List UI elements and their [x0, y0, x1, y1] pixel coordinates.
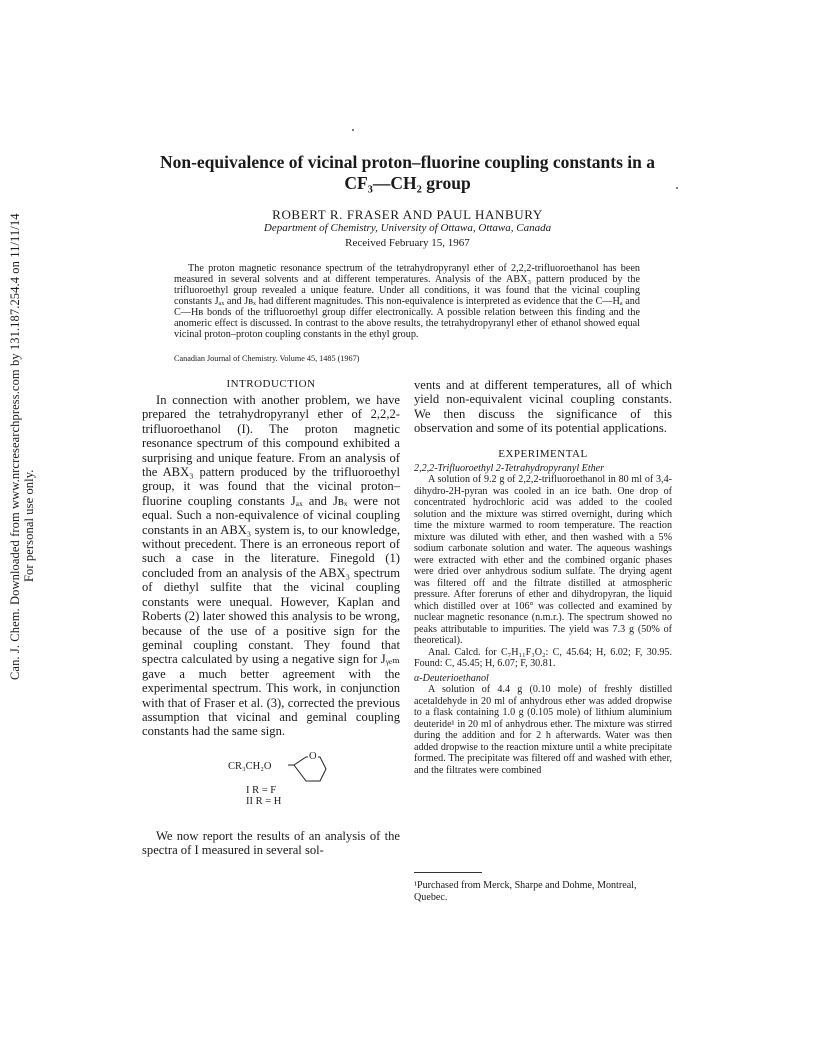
personal-use-notice: For personal use only. [22, 469, 36, 582]
structure-labels [246, 785, 281, 807]
speck [676, 187, 678, 189]
continued-paragraph: vents and at different temperatures, all of which yield non-equivalent vicinal coupling constants. We then discuss the significance of this observation and some of its potential applications. [414, 378, 672, 436]
chemical-structure [142, 747, 400, 823]
compound-label-2: II R = H [246, 795, 282, 807]
speck [352, 129, 354, 131]
received-date: Received February 15, 1967 [345, 237, 470, 249]
download-watermark [4, 213, 40, 680]
journal-citation: Canadian Journal of Chemistry. Volume 45, 1485 (1967) [174, 354, 360, 363]
footnote: ¹Purchased from Merck, Sharpe and Dohme, Montreal, Quebec. [414, 880, 637, 903]
subheading-deuterioethanol: α-Deuterioethanol [414, 672, 489, 684]
subheading-trifluoroethyl-ether: 2,2,2-Trifluoroethyl 2-Tetrahydropyranyl Ether [414, 462, 605, 474]
authors: ROBERT R. FRASER AND PAUL HANBURY [272, 207, 543, 222]
experimental-procedure-2: A solution of 4.4 g (0.10 mole) of freshly distilled acetaldehyde in 20 ml of anhydrous ether was added dropwise to a flask containing 1.0 g (0.105 mole) of lithium aluminium deuteride¹ in 20 ml of anhydrous ether. The mixture was stirred during the addition and for 2 h afterwards. Water was then added dropwise to the reaction mixture until a white precipitate formed. The precipitate was filtered off and washed with ether, and the filtrates were combined [414, 684, 672, 776]
abstract: The proton magnetic resonance spectrum of the tetrahydropyranyl ether of 2,2,2-trifluoroethanol has been measured in several solvents and at different temperatures. Analysis of the ABX₃ pattern produced by the trifluoroethyl group revealed a unique feature. Under all conditions, it was found that the vicinal coupling constants Jₐₓ and Jʙₓ had different magnitudes. This non-equivalence is interpreted as evidence that the C—Hₐ and C—Hʙ bonds of the trifluoroethyl group differ electronically. A possible relation between this finding and the anomeric effect is discussed. In contrast to the above results, the tetrahydropyranyl ether of ethanol showed equal vicinal proton–proton coupling constants in the ethyl group. [174, 263, 640, 340]
introduction-heading: INTRODUCTION [226, 378, 316, 390]
compound-label-1: I R = F [246, 784, 277, 796]
elemental-analysis: Anal. Calcd. for C₇H₁₁F₃O₂: C, 45.64; H, 6.02; F, 30.95. Found: C, 45.45; H, 6.07; F, 30.81. [414, 646, 672, 670]
title-line-2: CF₃—CH₂ group [344, 173, 471, 193]
svg-text:O: O [309, 750, 317, 762]
experimental-procedure-1: A solution of 9.2 g of 2,2,2-trifluoroethanol in 80 ml of 3,4-dihydro-2H-pyran was cooled in an ice bath. One drop of concentrated hydrochloric acid was added to the cooled solution and the mixture was stirred overnight, during which time the mixture warmed to room temperature. The reaction mixture was diluted with ether, and then washed with a 5% sodium carbonate solution and water. The aqueous washings were extracted with ether and the combined organic phases were dried over anhydrous sodium sulfate. The drying agent was filtered off and the filtrate distilled at atmospheric pressure. After foreruns of ether and dihydropyran, the liquid which distilled over at 106° was collected and examined by nuclear magnetic resonance (n.m.r.). The spectrum showed no peaks attributable to impurities. The yield was 7.3 g (50% of theoretical). [414, 474, 672, 647]
affiliation: Department of Chemistry, University of Ottawa, Ottawa, Canada [263, 222, 552, 234]
introduction-paragraph: In connection with another problem, we have prepared the tetrahydropyranyl ether of 2,2,2-trifluoroethanol (I). The proton magnetic resonance spectrum of this compound exhibited a surprising and unique feature. From an analysis of the ABX₃ pattern produced by the trifluoroethyl group, it was found that the vicinal proton–fluorine coupling constants Jₐₓ and Jʙₓ were not equal. Such a non-equivalence of vicinal coupling constants in an ABX₃ system is, to our knowledge, without precedent. There is an erroneous report of such a case in the literature. Finegold (1) concluded from an analysis of the ABX₃ spectrum of diethyl sulfite that the vicinal coupling constants were unequal. However, Kaplan and Roberts (2) later showed this analysis to be wrong, because of the use of a positive sign for the geminal coupling constant. They found that spectra calculated by using a negative sign for Jᵧₑₘ gave a much better agreement with the experimental spectrum. This work, in conjunction with that of Fraser et al. (3), corrected the previous assumption that vicinal and geminal coupling constants had the same sign. [142, 393, 400, 739]
left-column [142, 378, 400, 858]
results-intro-paragraph: We now report the results of an analysis of the spectra of I measured in several sol- [142, 828, 400, 858]
title-line-1: Non-equivalence of vicinal proton–fluorine coupling constants in a [159, 152, 656, 172]
footnote-rule [414, 872, 482, 873]
download-notice: Can. J. Chem. Downloaded from www.nrcresearchpress.com by 131.187.254.4 on 11/11/14 [8, 213, 22, 680]
experimental-heading: EXPERIMENTAL [498, 447, 588, 460]
paper-title [120, 152, 695, 194]
structure-formula: CR₃CH₂O [228, 760, 272, 772]
right-column [414, 378, 672, 776]
